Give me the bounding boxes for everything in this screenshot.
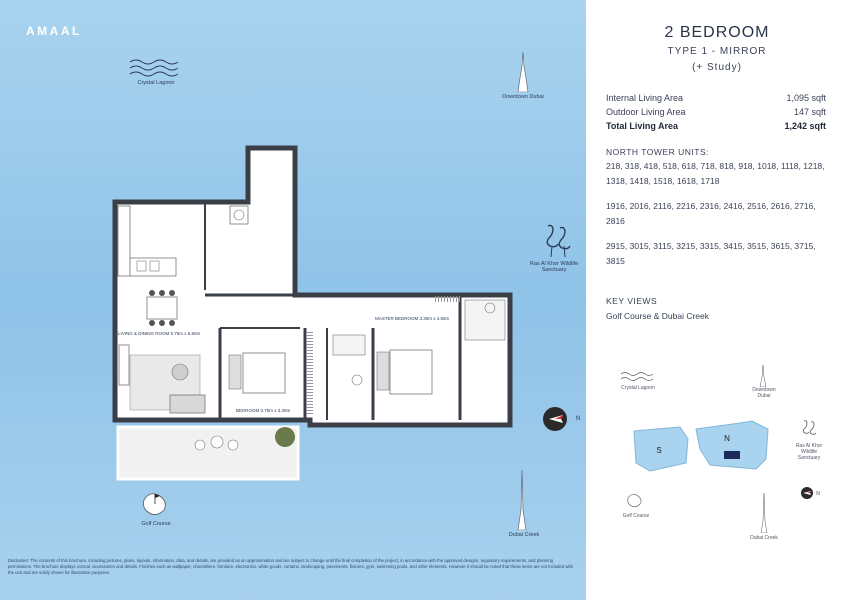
mini-creek-tower-icon — [760, 493, 768, 533]
golf-course-icon — [140, 488, 170, 518]
info-panel — [586, 0, 848, 600]
area-label: Total Living Area — [606, 121, 679, 131]
compass-icon — [541, 405, 571, 435]
disclaimer-text: Disclaimer: The contents of this brochure, including pictures, plans, layouts, information, data, and details, are provided as an approximation and are subject to change until the final completion of the project, in accordance with the approved designs, regulatory requirements, and planning permissions. The brochure displays normal, accessories and details. Finishes such as wallpaper, chandeliers, furniture, electronics, white goods, curtains, landscaping, pavements, fixtures, gym, swimming pools, and other elements. However it should be noted that these items are not included with the unit and are solely shown for illustrative purposes. — [8, 558, 574, 575]
north-tower-units-group3: 2915, 3015, 3115, 3215, 3315, 3415, 3515, 3615, 3715, 3815 — [606, 241, 816, 266]
area-value: 1,095 sqft — [786, 93, 826, 103]
area-label: Internal Living Area — [606, 93, 684, 103]
key-map — [586, 365, 848, 565]
area-row-internal — [606, 93, 826, 103]
north-label: N — [575, 416, 581, 422]
downtown-dubai-label: Downtown Dubai — [502, 94, 544, 100]
north-tower-units-group2: 1916, 2016, 2116, 2216, 2316, 2416, 2516, 2616, 2716, 2816 — [606, 201, 816, 226]
key-views-heading: KEY VIEWS — [606, 296, 658, 306]
flamingo-icon — [538, 222, 574, 258]
key-downtown-label: Downtown Dubai — [752, 387, 776, 399]
unit-title: 2 BEDROOM — [664, 24, 770, 41]
area-value: 1,242 sqft — [784, 121, 826, 131]
key-golf-label: Golf Course — [622, 513, 650, 519]
key-north-tower-label: N — [724, 434, 730, 443]
dubai-creek-label: Dubai Creek — [508, 532, 540, 538]
key-north-label: N — [816, 491, 820, 497]
key-south-label: S — [656, 446, 662, 455]
burj-khalifa-icon — [515, 52, 531, 92]
key-dubai-creek-label: Dubai Creek — [750, 535, 778, 541]
mini-golf-icon — [626, 491, 644, 509]
area-row-total — [606, 121, 826, 131]
area-label: Outdoor Living Area — [606, 107, 686, 117]
area-value: 147 sqft — [793, 107, 826, 117]
north-tower-units-group1: 218, 318, 418, 518, 618, 718, 818, 918, 1018, 1118, 1218, 1318, 1418, 1518, 1618, 1718 — [606, 161, 825, 186]
key-views-text: Golf Course & Dubai Creek — [606, 311, 709, 321]
mini-flamingo-icon — [799, 419, 819, 441]
dubai-creek-tower-icon — [515, 470, 529, 530]
mini-compass-icon — [800, 486, 814, 500]
brand-logo: AMAAL — [26, 24, 82, 38]
waves-icon — [128, 58, 184, 78]
key-crystal-lagoon-label: Crystal Lagoon — [621, 385, 655, 391]
key-ras-al-khor-label: Ras Al Khor Wildlife Sanctuary — [795, 443, 823, 461]
living-dining-label: LIVING & DINING ROOM 5.75m x 6.50m — [118, 331, 201, 336]
bedroom-label: BEDROOM 3.75m x 3.30m — [236, 408, 291, 413]
north-tower-heading: NORTH TOWER UNITS: — [606, 147, 709, 157]
unit-extra: (+ Study) — [692, 62, 742, 73]
ras-al-khor-label: Ras Al Khor Wildlife Sanctuary — [529, 261, 579, 273]
mini-waves-icon — [620, 371, 656, 383]
master-bedroom-label: MASTER BEDROOM 3.30m x 4.65m — [375, 316, 450, 321]
crystal-lagoon-label: Crystal Lagoon — [137, 80, 175, 86]
golf-course-label: Golf Course — [141, 521, 171, 527]
unit-type: TYPE 1 - MIRROR — [667, 46, 767, 57]
floor-plan-drawing — [105, 140, 525, 490]
mini-burj-icon — [758, 365, 768, 387]
area-row-outdoor — [606, 107, 826, 117]
